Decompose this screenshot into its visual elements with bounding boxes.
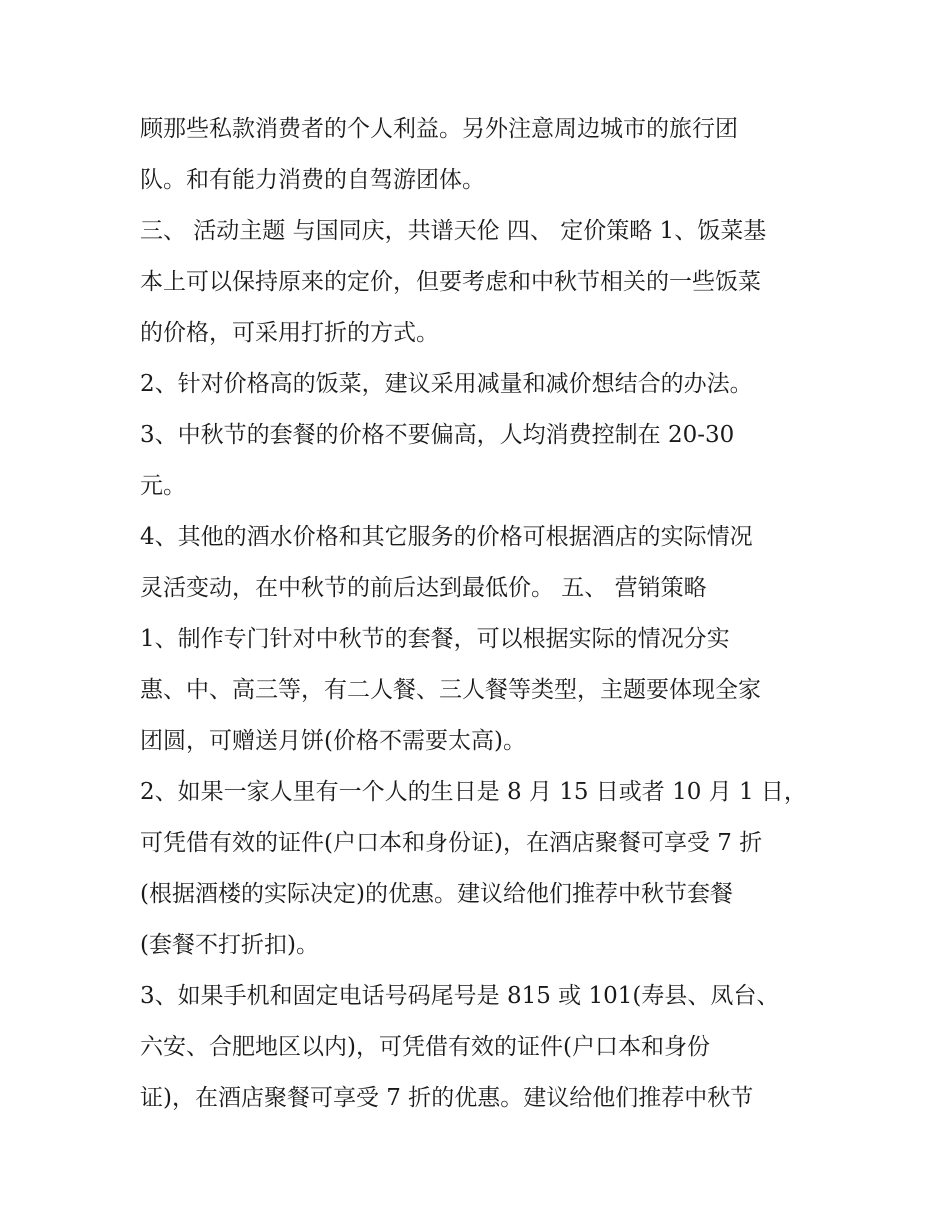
document-body	[140, 104, 830, 1124]
text-line: 证)，在酒店聚餐可享受 7 折的优惠。建议给他们推荐中秋节	[140, 1085, 754, 1111]
text-line: 3、如果手机和固定电话号码尾号是 815 或 101(寿县、凤台、	[140, 983, 780, 1009]
text-line: 团圆，可赠送月饼(价格不需要太高)。	[140, 728, 526, 754]
text-line: 六安、合肥地区以内)，可凭借有效的证件(户口本和身份	[140, 1034, 710, 1060]
text-line: 顾那些私款消费者的个人利益。另外注意周边城市的旅行团	[140, 116, 738, 142]
text-line: 三、 活动主题 与国同庆，共谱天伦 四、 定价策略 1、饭菜基	[140, 218, 767, 244]
text-line: (根据酒楼的实际决定)的优惠。建议给他们推荐中秋节套餐	[140, 881, 733, 907]
text-line: 1、制作专门针对中秋节的套餐，可以根据实际的情况分实	[140, 626, 730, 652]
text-line: 灵活变动，在中秋节的前后达到最低价。 五、 营销策略	[140, 575, 707, 601]
text-line: (套餐不打折扣)。	[140, 932, 319, 958]
text-line: 队。和有能力消费的自驾游团体。	[140, 167, 485, 193]
text-line: 4、其他的酒水价格和其它服务的价格可根据酒店的实际情况	[140, 524, 753, 550]
text-line: 的价格，可采用打折的方式。	[140, 320, 439, 346]
text-line: 元。	[140, 473, 186, 499]
text-line: 3、中秋节的套餐的价格不要偏高，人均消费控制在 20-30	[140, 422, 735, 448]
text-line: 2、针对价格高的饭菜，建议采用减量和减价想结合的办法。	[140, 371, 753, 397]
text-line: 可凭借有效的证件(户口本和身份证)，在酒店聚餐可享受 7 折	[140, 830, 763, 856]
text-line: 本上可以保持原来的定价，但要考虑和中秋节相关的一些饭菜	[140, 269, 761, 295]
text-line: 2、如果一家人里有一个人的生日是 8 月 15 日或者 10 月 1 日，	[140, 779, 807, 805]
text-line: 惠、中、高三等，有二人餐、三人餐等类型，主题要体现全家	[140, 677, 761, 703]
